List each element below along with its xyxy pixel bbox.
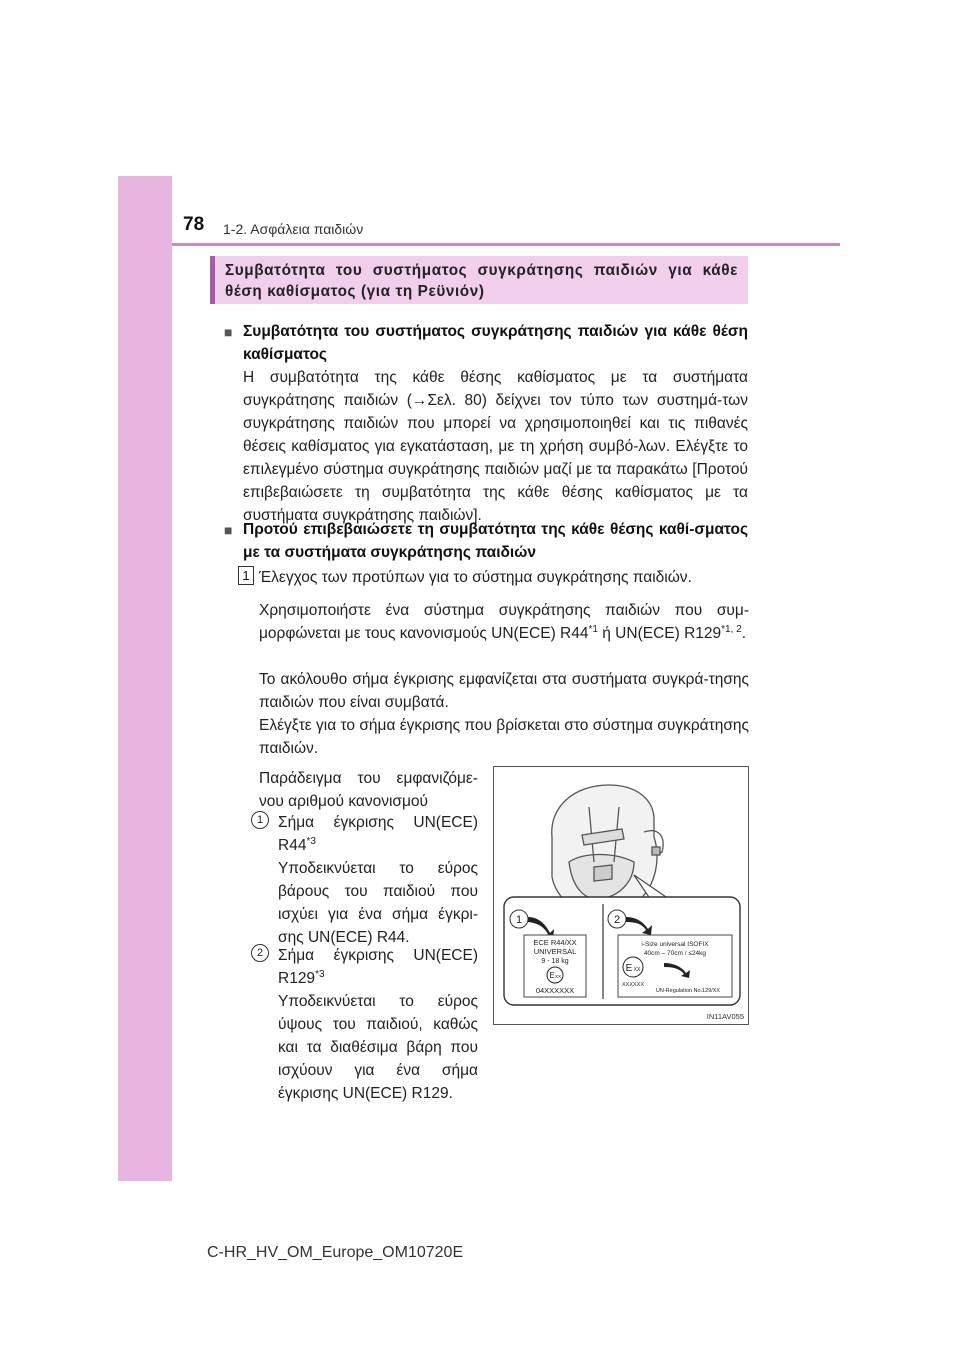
paragraph-regulations bbox=[259, 599, 749, 645]
item1-title bbox=[278, 811, 478, 857]
item2-title bbox=[278, 944, 478, 990]
r44-mark-sub: XX bbox=[554, 974, 562, 979]
footnote-mark: *1, 2 bbox=[721, 623, 742, 635]
r129-mark-sub: XX bbox=[633, 967, 641, 973]
subheading-compatibility bbox=[224, 320, 748, 366]
paragraph-check-mark: Ελέγξτε για το σήμα έγκρισης που βρίσκεται στο σύστημα συγκράτησης παιδιών. bbox=[259, 717, 749, 757]
example-label: Παράδειγμα του εμφανιζόμε-νου αριθμού κανονισμού bbox=[259, 770, 478, 810]
item1-title-text: Σήμα έγκρισης UN(ECE) R44 bbox=[278, 814, 478, 854]
r44-line1: ECE R44/XX bbox=[533, 938, 577, 947]
figure-label-2: 2 bbox=[613, 914, 621, 926]
r129-mark: E bbox=[625, 963, 633, 974]
square-bullet-icon: ■ bbox=[224, 522, 233, 538]
approval-mark-figure bbox=[493, 766, 749, 1025]
item1-description: Υποδεικνύεται το εύρος βάρους του παιδιού που ισχύει για ένα σήμα έγκρι-σης UN(ECE) R44. bbox=[278, 860, 478, 946]
r44-mark: E bbox=[549, 971, 555, 980]
r44-line3: 9 - 18 kg bbox=[541, 958, 569, 965]
header-rule bbox=[172, 243, 840, 246]
r129-line1: i-Size universal ISOFIX bbox=[641, 941, 709, 948]
r129-regulation: UN-Regulation No.129/XX bbox=[655, 988, 721, 994]
step-text: Έλεγχος των προτύπων για το σύστημα συγκράτησης παιδιών. bbox=[259, 569, 692, 586]
page-number: 78 bbox=[183, 214, 205, 235]
subheading-before-confirming bbox=[224, 518, 748, 564]
footnote-mark: *3 bbox=[306, 835, 316, 847]
paragraph-regulations-b: ή UN(ECE) R129 bbox=[597, 625, 722, 642]
footnote-mark: *3 bbox=[315, 968, 325, 980]
subheading-before-confirming-text: Προτού επιβεβαιώσετε τη συμβατότητα της κάθε θέσης καθί-σματος με τα συστήματα συγκράτησης παιδιών bbox=[243, 521, 748, 561]
r129-code: XXXXXX bbox=[621, 982, 645, 988]
paragraph-approval-mark: Το ακόλουθο σήμα έγκρισης εμφανίζεται στα συστήματα συγκρά-τησης παιδιών που είναι συμβατά. bbox=[259, 671, 749, 711]
section-title: Συμβατότητα του συστήματος συγκράτησης παιδιών για κάθε θέση καθίσματος (για τη Ρεϋνιόν) bbox=[210, 256, 748, 304]
chapter-title: 1-2. Ασφάλεια παιδιών bbox=[223, 221, 364, 237]
document-footer: C-HR_HV_OM_Europe_OM10720E bbox=[207, 1244, 464, 1261]
footnote-mark: *1 bbox=[588, 623, 598, 635]
figure-id: IN11AV055 bbox=[706, 1012, 744, 1021]
item2-title-text: Σήμα έγκρισης UN(ECE) R129 bbox=[278, 947, 478, 987]
item2-description: Υποδεικνύεται το εύρος ύψους του παιδιού, καθώς και τα διαθέσιμα βάρη που ισχύουν για ένα σήμα έγκρισης UN(ECE) R129. bbox=[278, 993, 478, 1102]
square-bullet-icon: ■ bbox=[224, 324, 233, 340]
callout-1: 1 bbox=[251, 811, 269, 829]
child-seat-illustration bbox=[494, 767, 748, 1024]
r44-code: 04XXXXXX bbox=[535, 986, 575, 995]
r44-line2: UNIVERSAL bbox=[533, 947, 577, 956]
r129-line2: 40cm – 70cm / ≤24kg bbox=[643, 950, 707, 957]
paragraph-compatibility: Η συμβατότητα της κάθε θέσης καθίσματος με τα συστήματα συγκράτησης παιδιών (→Σελ. 80) δείχνει τον τύπο των συστημά-των συγκράτησης παιδιών που μπορεί να χρησιμοποιηθεί και τις πιθανές θέσεις καθίσματος για εγκατάσταση, με τη χρήση συμβό-λων. Ελέγξτε το επιλεγμένο σύστημα συγκράτησης παιδιών μαζί με τα παρακάτω [Προτού επιβεβαιώσετε τη συμβατότητα της κάθε θέσης καθίσματος με τα συστήματα συγκράτησης παιδιών]. bbox=[243, 369, 748, 524]
paragraph-regulations-end: . bbox=[741, 625, 747, 642]
callout-2: 2 bbox=[251, 944, 269, 962]
chapter-sidebar-tab bbox=[118, 176, 172, 1181]
subheading-compatibility-text: Συμβατότητα του συστήματος συγκράτησης παιδιών για κάθε θέση καθίσματος bbox=[243, 323, 748, 363]
step-number-box: 1 bbox=[238, 566, 254, 585]
paragraph-regulations-a: Χρησιμοποιήστε ένα σύστημα συγκράτησης παιδιών που συμ-μορφώνεται με τους κανονισμούς UN(ECE) R44 bbox=[259, 602, 749, 642]
figure-label-1: 1 bbox=[515, 914, 523, 926]
